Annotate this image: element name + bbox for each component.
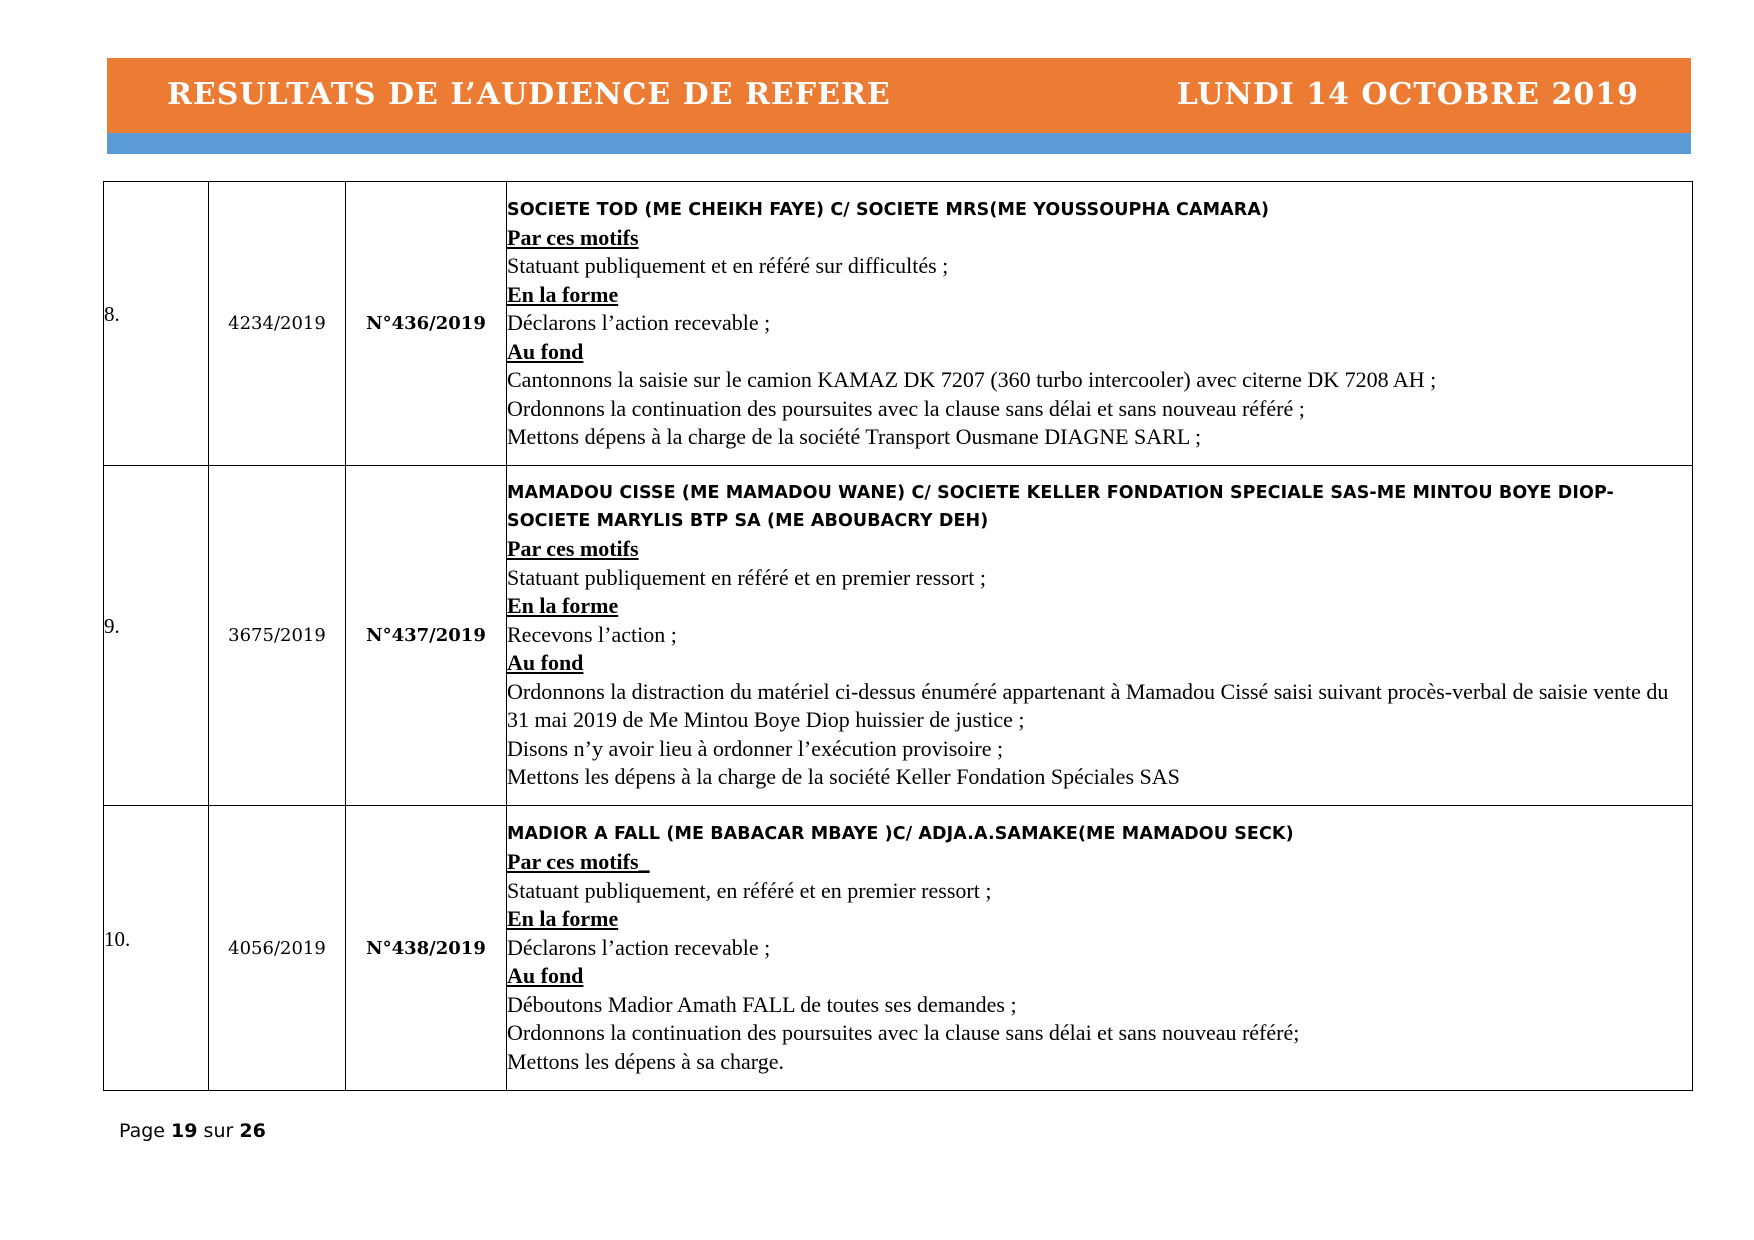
forme-line: Déclarons l’action recevable ; xyxy=(507,934,771,960)
role-number-cell xyxy=(209,466,346,806)
fond-heading: Au fond xyxy=(507,338,584,364)
ruling-text-cell xyxy=(507,466,1693,806)
case-number: 9. xyxy=(104,614,120,638)
fond-line: Mettons les dépens à la charge de la société Keller Fondation Spéciales SAS xyxy=(507,764,1180,790)
case-number: 10. xyxy=(104,926,131,951)
motifs-heading: Par ces motifs xyxy=(507,224,639,250)
fond-line: Ordonnons la continuation des poursuites avec la clause sans délai et sans nouveau référé ; xyxy=(507,395,1305,421)
of-label: sur xyxy=(203,1120,234,1142)
ruling-row xyxy=(104,182,1693,466)
ruling-row xyxy=(104,806,1693,1091)
case-number-cell xyxy=(104,806,209,1091)
ordonnance-number: N°437/2019 xyxy=(366,625,486,646)
role-number-cell xyxy=(209,806,346,1091)
fond-line: Mettons dépens à la charge de la société Transport Ousmane DIAGNE SARL ; xyxy=(507,424,1202,449)
case-number-cell xyxy=(104,466,209,806)
fond-line: Mettons les dépens à sa charge. xyxy=(507,1048,784,1074)
page-label: Page xyxy=(119,1120,165,1142)
current-page: 19 xyxy=(171,1120,198,1142)
ordonnance-number: N°438/2019 xyxy=(366,937,486,959)
forme-line: Déclarons l’action recevable ; xyxy=(507,310,771,335)
forme-heading: En la forme xyxy=(507,281,619,307)
role-number: 4056/2019 xyxy=(228,937,326,959)
role-number: 4234/2019 xyxy=(228,313,326,334)
case-number: 8. xyxy=(104,302,120,326)
motifs-line: Statuant publiquement et en référé sur difficultés ; xyxy=(507,253,949,278)
motifs-line: Statuant publiquement en référé et en premier ressort ; xyxy=(507,564,986,590)
forme-heading: En la forme xyxy=(507,593,619,619)
motifs-heading: Par ces motifs_ xyxy=(507,849,650,874)
fond-heading: Au fond xyxy=(507,963,584,988)
total-pages: 26 xyxy=(239,1120,266,1142)
fond-line: Cantonnons la saisie sur le camion KAMAZ DK 7207 (360 turbo intercooler) avec citerne DK 7208 AH ; xyxy=(507,367,1437,392)
ordonnance-number-cell xyxy=(346,182,507,466)
parties: MAMADOU CISSE (ME MAMADOU WANE) C/ SOCIETE KELLER FONDATION SPECIALE SAS-ME MINTOU BOYE DIOP-SOCIETE MARYLIS BTP SA (ME ABOUBACRY DEH) xyxy=(507,483,1614,532)
document-title: RESULTATS DE L’AUDIENCE DE REFERE xyxy=(167,77,891,112)
fond-heading: Au fond xyxy=(507,650,584,676)
header-banner xyxy=(107,58,1691,154)
ruling-text-cell xyxy=(507,182,1693,466)
rulings-table xyxy=(103,181,1693,1091)
forme-heading: En la forme xyxy=(507,906,619,931)
ruling-row xyxy=(104,466,1693,806)
page-footer xyxy=(119,1120,266,1142)
fond-line: Ordonnons la distraction du matériel ci-dessus énuméré appartenant à Mamadou Cissé saisi suivant procès-verbal de saisie vente du 31 mai 2019 de Me Mintou Boye Diop huissier de justice ; xyxy=(507,678,1669,733)
banner-blue-stripe xyxy=(107,133,1691,154)
role-number: 3675/2019 xyxy=(228,625,326,646)
hearing-date: LUNDI 14 OCTOBRE 2019 xyxy=(1176,77,1639,112)
parties: SOCIETE TOD (ME CHEIKH FAYE) C/ SOCIETE MRS(ME YOUSSOUPHA CAMARA) xyxy=(507,199,1270,220)
fond-line: Déboutons Madior Amath FALL de toutes ses demandes ; xyxy=(507,991,1017,1017)
ruling-text-cell xyxy=(507,806,1693,1091)
role-number-cell xyxy=(209,182,346,466)
ordonnance-number-cell xyxy=(346,806,507,1091)
fond-line: Disons n’y avoir lieu à ordonner l’exécution provisoire ; xyxy=(507,735,1004,761)
motifs-heading: Par ces motifs xyxy=(507,536,639,562)
forme-line: Recevons l’action ; xyxy=(507,621,677,647)
ordonnance-number: N°436/2019 xyxy=(366,313,486,334)
ordonnance-number-cell xyxy=(346,466,507,806)
motifs-line: Statuant publiquement, en référé et en premier ressort ; xyxy=(507,877,992,903)
fond-line: Ordonnons la continuation des poursuites avec la clause sans délai et sans nouveau référé; xyxy=(507,1020,1300,1045)
parties: MADIOR A FALL (ME BABACAR MBAYE )C/ ADJA.A.SAMAKE(ME MAMADOU SECK) xyxy=(507,824,1294,844)
case-number-cell xyxy=(104,182,209,466)
